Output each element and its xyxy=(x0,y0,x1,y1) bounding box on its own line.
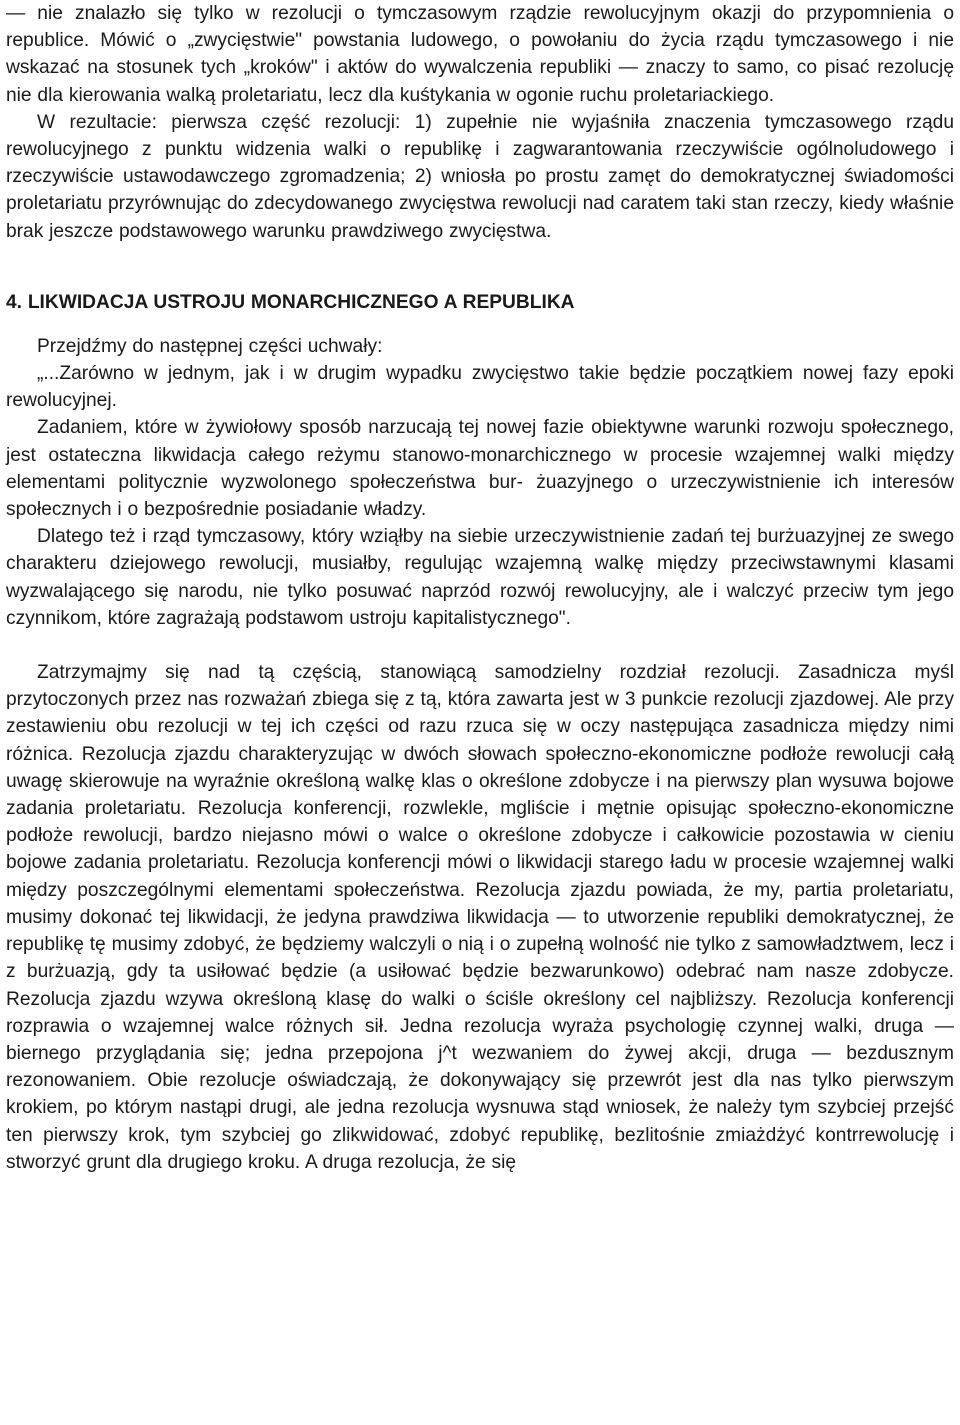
paragraph-analysis: Zatrzymajmy się nad tą częścią, stanowiącą samodzielny rozdział rezolucji. Zasadnicza myśl przytoczonych przez nas rozważań zbiega się z tą, która zawarta jest w 3 punkcie rezolucji zjazdowej. Ale przy zestawieniu obu rezolucji w tej ich części od razu rzuca się w oczy następująca zasadnicza między nimi różnica. Rezolucja zjazdu charakteryzując w dwóch słowach społeczno-ekonomiczne podłoże rewolucji całą uwagę skierowuje na wyraźnie określoną walkę klas o określone zdobycze i na pierwszy plan wysuwa bojowe zadania proletariatu. Rezolucja konferencji, rozwlekle, mgliście i mętnie opisując społeczno-ekonomiczne podłoże rewolucji, bardzo niejasno mówi o walce o określone zdobycze i całkowicie pozostawia w cieniu bojowe zadania proletariatu. Rezolucja konferencji mówi o likwidacji starego ładu w procesie wzajemnej walki między poszczególnymi elementami społeczeństwa. Rezolucja zjazdu powiada, że my, partia proletariatu, musimy dokonać tej likwidacji, że jedyna prawdziwa likwidacja — to utworzenie republiki demokratycznej, że republikę tę musimy zdobyć, że będziemy walczyli o nią i o zupełną wolność nie tylko z samowładztwem, lecz i z burżuazją, gdy ta usiłować będzie (a usiłować będzie bezwarunkowo) odebrać nam nasze zdobycze. Rezolucja zjazdu wzywa określoną klasę do walki o ściśle określony cel najbliższy. Rezolucja konferencji rozprawia o wzajemnej walce różnych sił. Jedna rezolucja wyraża psychologię czynnej walki, druga — biernego przyglądania się; jedna przepojona j^t wezwaniem do żywej akcji, druga — bezdusznym rezonowaniem. Obie rezolucje oświadczają, że dokonywający się przewrót jest dla nas tylko pierwszym krokiem, po którym nastąpi drugi, ale jedna rezolucja wysnuwa stąd wniosek, że należy tym szybciej przejść ten pierwszy krok, tym szybciej go zlikwidować, zdobyć republikę, bezlitośnie zmiażdżyć kontrrewolucję i stworzyć grunt dla drugiego kroku. A druga rezolucja, że się xyxy=(6,662,954,1173)
paragraph-quote-2: Zadaniem, które w żywiołowy sposób narzucają tej nowej fazie obiektywne warunki rozwoju społecznego, jest ostateczna likwidacja całego reżymu stanowo-monarchicznego w procesie wzajemnej walki między elementami politycznie wyzwolonego społeczeństwa bur- żuazyjnego o urzeczywistnienie ich interesów społecznych i o bezpośrednie posiadanie władzy. xyxy=(6,417,954,521)
paragraph-continuation: — nie znalazło się tylko w rezolucji o tymczasowym rządzie rewolucyjnym okazji do przypomnienia o republice. Mówić o „zwycięstwie" powstania ludowego, o powołaniu do życia rządu tymczasowego i nie wskazać na stosunek tych „kroków" i aktów do wywalczenia republiki — znaczy to samo, co pisać rezolucję nie dla kierowania walką proletariatu, lecz dla kuśtykania w ogonie ruchu proletariackiego. xyxy=(6,3,954,106)
paragraph-intro: Przejdźmy do następnej części uchwały: xyxy=(37,335,383,357)
spacer xyxy=(6,316,954,333)
paragraph-quote-1: „...Zarówno w jednym, jak i w drugim wypadku zwycięstwo takie będzie początkiem nowej fazy epoki rewolucyjnej. xyxy=(6,363,954,412)
spacer xyxy=(6,632,954,659)
paragraph-quote-3: Dlatego też i rząd tymczasowy, który wziąłby na siebie urzeczywistnienie zadań tej burżuazyjnej ze swego charakteru dziejowego rewolucji, musiałby, regulując wzajemną walkę między przeciwstawnymi klasami wyzwalającego się narodu, nie tylko posuwać naprzód rozwój rewolucyjny, ale i walczyć przeciw tym jego czynnikom, które zagrażają podstawom ustroju kapitalistycznego". xyxy=(6,526,954,629)
section-heading: 4. LIKWIDACJA USTROJU MONARCHICZNEGO A REPUBLIKA xyxy=(6,291,575,313)
paragraph-result: W rezultacie: pierwsza część rezolucji: 1) zupełnie nie wyjaśniła znaczenia tymczasowego rządu rewolucyjnego z punktu widzenia walki o republikę i zagwarantowania rzeczywiście ogólnoludowego i rzeczywiście ustawodawczego zgromadzenia; 2) wniosła po prostu zamęt do demokratycznej świadomości proletariatu przyrównując do zdecydowanego zwycięstwa rewolucji nad caratem taki stan rzeczy, kiedy właśnie brak jeszcze podstawowego warunku prawdziwego zwycięstwa. xyxy=(6,111,954,242)
spacer xyxy=(6,245,954,289)
